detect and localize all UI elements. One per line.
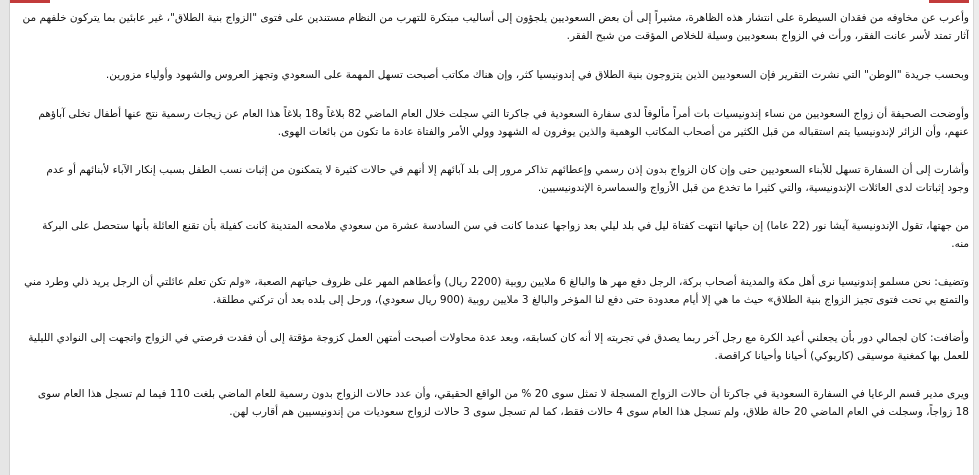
- top-decoration-left: [10, 0, 50, 3]
- right-scroll-edge: [973, 0, 979, 475]
- article-paragraph: وأعرب عن مخاوفه من فقدان السيطرة على انتشار هذه الظاهرة، مشيراً إلى أن بعض السعوديين يلجؤون إلى أساليب مبتكرة للتهرب من النظام مستندين على فتوى "الزواج بنية الطلاق"، غير عابئين بما يتركون خلفهم من آثار تمتد لأسر عانت الفقر، ورأت في الزواج بسعوديين وسيلة للخلاص المؤقت من شبح الفقر.: [22, 12, 969, 42]
- article-paragraph: من جهتها، تقول الإندونيسية آيشا نور (22 عاما) إن حياتها انتهت كفتاة ليل في بلد ليلي بعد زواجها عندما كانت في سن السادسة عشرة من سعودي ملامحه المتدينة كانت كفيلة بأن تقنع العائلة بأنها ستحصل على البركة منه.: [42, 220, 969, 250]
- top-decoration-right: [929, 0, 969, 3]
- article-paragraph: وأضافت: كان لجمالي دور بأن يجعلني أعيد الكرة مع رجل آخر ربما يصدق في تجربته إلا أنه كان كسابقه، وبعد عدة محاولات أصبحت أمتهن العمل كزوجة مؤقتة إلى أن فقدت فرصتي في الزواج واتجهت إلى النوادي الليلية للعمل بها كمغنية موسيقى (كاريوكي) أحيانا وأحيانا كراقصة.: [28, 332, 969, 362]
- article-body: [22, 9, 969, 421]
- article-paragraph: وتضيف: نحن مسلمو إندونيسيا نرى أهل مكة والمدينة أصحاب بركة، الرجل دفع مهر ها والبالغ 6 ملايين روبية (2200 ريال) وأعطاهم المهر على ظروف حياتهم الصعبة، «ولم تكن تعلم عائلتي أن الرجل يريد ذلي وطرد مني والتمتع بي تحت فتوى تجيز الزواج بنية الطلاق» حيث ما هي إلا أيام معدودة حتى دفع لنا المؤخر والبالغ 3 ملايين روبية (900 ريال سعودي)، ورحل إلى بلده بعد أن تركني مطلقة.: [24, 276, 969, 306]
- article-paragraph: ويرى مدير قسم الرعايا في السفارة السعودية في جاكرتا أن حالات الزواج المسجلة لا تمثل سوى 20 % من الواقع الحقيقي، وأن عدد حالات الزواج بدون رسمية للعام الماضي بلغت 110 فيما لم تسجل هذا العام سوى 18 زواجاً، وسجلت في العام الماضي 20 حالة طلاق، ولم تسجل هذا العام سوى 4 حالات فقط، كما لم تسجل سوى 3 حالات لزواج سعوديات من إندونيسيين هم أقارب لهن.: [37, 388, 969, 418]
- article-paragraph: وبحسب جريدة "الوطن" التي نشرت التقرير فإن السعوديين الذين يتزوجون بنية الطلاق في إندونيسيا كثر، وإن هناك مكاتب أصبحت تسهل المهمة على السعودي وتجهز العروس والشهود وأولياء مزورين.: [105, 69, 969, 81]
- article-paragraph: وأشارت إلى أن السفارة تسهل للأبناء السعوديين حتى وإن كان الزواج بدون إذن رسمي وإعطائهم تذاكر مرور إلى بلد آبائهم إلا أنهم في حالات كثيرة لا يتمكنون من إثبات نسب الطفل بسبب إنكار الآباء لأبنائهم أو عدم وجود إثباتات لدى العائلات الإندونيسية، والتي كثيرا ما تخدع من قبل الأزواج والسماسرة الإندونيسيين.: [46, 164, 969, 194]
- article-paragraph: وأوضحت الصحيفة أن زواج السعوديين من نساء إندونيسيات بات أمراً مألوفاً لدى سفارة السعودية في جاكرتا التي سجلت خلال العام الماضي 82 بلاغاً و18 بلاغاً هذا العام عن زيجات رسمية نتج عنها أطفال تخلى آباؤهم عنهم، وأن الزائر لإندونيسيا يتم استقباله من قبل الكثير من أصحاب المكاتب الوهمية والذين يوفرون له الشهود وولي الأمر والفتاة عادة ما تكون من بائعات الهوى.: [38, 108, 969, 138]
- left-border-bar: [0, 0, 10, 475]
